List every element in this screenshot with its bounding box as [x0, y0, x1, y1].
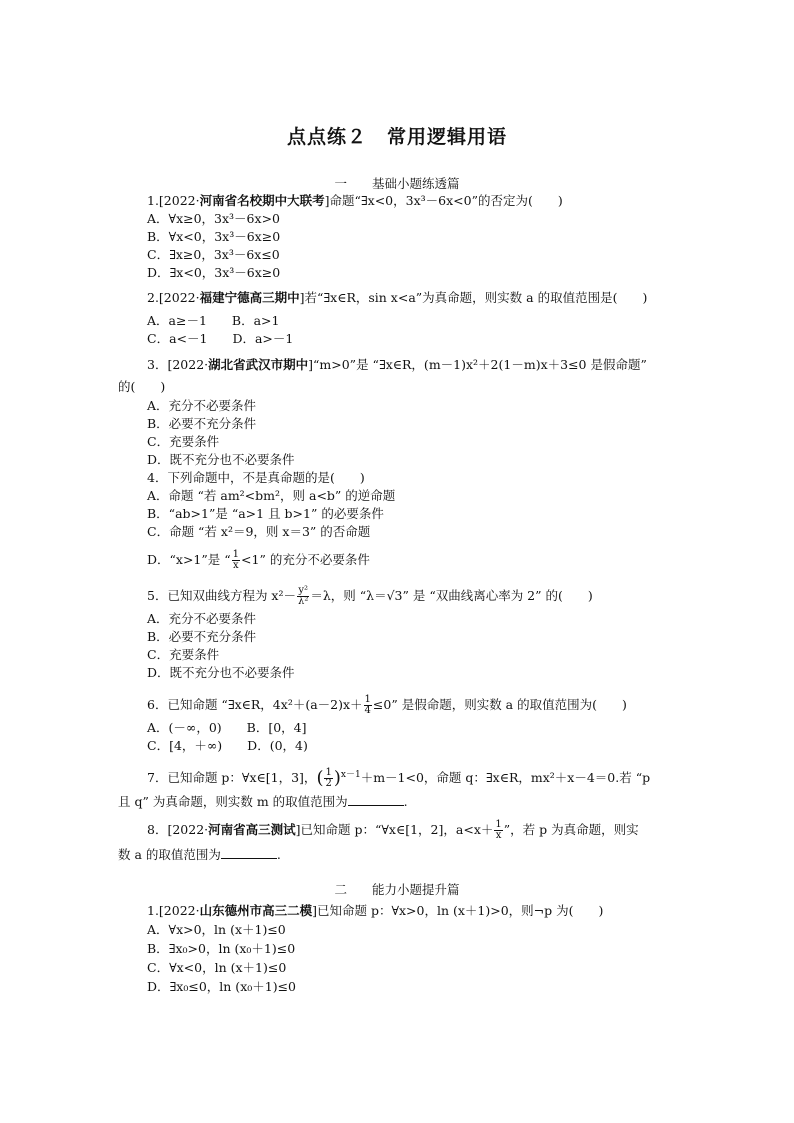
q5-option-d: D．既不充分也不必要条件 [147, 665, 295, 680]
q5-option-b: B．必要不充分条件 [147, 629, 257, 644]
question-3: 3．[2022·湖北省武汉市期中]“m>0”是 “∃x∈R，(m－1)x²＋2(1－m)x＋3≤0 是假命题” [147, 357, 647, 372]
q1-option-b: B．∀x<0，3x³－6x≥0 [147, 229, 281, 244]
question-2-source: 福建宁德高三期中 [199, 290, 300, 305]
question-2: 2.[2022·福建宁德高三期中]若“∃x∈R，sin x<a”为真命题，则实数 a 的取值范围是( ) [147, 290, 648, 305]
q1-option-c: C．∃x≥0，3x³－6x≤0 [147, 247, 280, 262]
q3-option-d: D．既不充分也不必要条件 [147, 452, 295, 467]
q3-option-c: C．充要条件 [147, 434, 220, 449]
s2q1-option-a: A．∀x>0，ln (x＋1)≤0 [147, 922, 286, 937]
question-8-source: 河南省高三测试 [208, 822, 296, 837]
q2-options-row-2: C．a<－1 D．a>－1 [147, 331, 294, 346]
q3-option-a: A．充分不必要条件 [147, 398, 257, 413]
question-7: 7．已知命题 p：∀x∈[1，3]，( $\frac{1}{2}$ )$^{x-1}$＋m－1<0，命题 q：∃x∈R，mx²＋x－4＝0.若 “p [147, 767, 651, 790]
q1-option-d: D．∃x<0，3x³－6x≥0 [147, 265, 281, 280]
q1-option-a: A．∀x≥0，3x³－6x>0 [147, 211, 280, 226]
question-s2-1: 1.[2022·山东德州市高三二模]已知命题 p：∀x>0，ln (x＋1)>0，则¬p 为( ) [147, 903, 604, 918]
q4-fraction: $\frac{1}{x}$ [232, 549, 240, 571]
q5-option-c: C．充要条件 [147, 647, 220, 662]
question-8-continuation: 数 a 的取值范围为 . [118, 847, 281, 862]
q2-options-row-1: A．a≥－1 B．a>1 [147, 313, 280, 328]
question-5: 5．已知双曲线方程为 x²－ $\frac{\text{y²}}{\text{λ²}}$ ＝λ，则 “λ＝√3” 是 “双曲线离心率为 2” 的( ) [147, 585, 593, 607]
s2q1-option-d: D．∃x₀≤0，ln (x₀＋1)≤0 [147, 979, 297, 994]
q5-fraction: $\frac{\text{y²}}{\text{λ²}}$ [298, 585, 309, 607]
question-1-source: 河南省名校期中大联考 [199, 193, 325, 208]
q6-fraction: $\frac{1}{4}$ [364, 694, 371, 716]
s2q1-option-b: B．∃x₀>0，ln (x₀＋1)≤0 [147, 941, 296, 956]
question-6: 6．已知命题 “∃x∈R，4x²＋(a－2)x＋ $\frac{1}{4}$ ≤0” 是假命题，则实数 a 的取值范围为( ) [147, 694, 627, 716]
question-1: 1.[2022·河南省名校期中大联考]命题“∃x<0，3x³－6x<0”的否定为( ) [147, 193, 563, 208]
question-8: 8．[2022·河南省高三测试]已知命题 p：“∀x∈[1，2]，a<x＋ $\frac{1}{x}$ ”，若 p 为真命题，则实 [147, 819, 639, 841]
s2q1-option-c: C．∀x<0，ln (x＋1)≤0 [147, 960, 287, 975]
question-3-continuation: 的( ) [118, 379, 166, 394]
page-title: 点点练２ 常用逻辑用语 [286, 126, 507, 148]
q6-options-row-1: A．(－∞，0) B．[0，4] [147, 720, 307, 735]
q5-option-a: A．充分不必要条件 [147, 611, 257, 626]
q4-option-d: D．“x>1”是 “ $\frac{1}{x}$ <1” 的充分不必要条件 [147, 549, 370, 571]
q4-option-c: C．命题 “若 x²＝9，则 x＝3” 的否命题 [147, 524, 371, 539]
section-heading-basic: 一 基础小题练透篇 [334, 176, 460, 191]
q7-answer-blank [348, 793, 404, 806]
q8-answer-blank [221, 846, 277, 859]
q6-options-row-2: C．[4，＋∞) D．(0，4) [147, 738, 308, 753]
section-heading-advanced: 二 能力小题提升篇 [334, 882, 460, 897]
question-3-source: 湖北省武汉市期中 [208, 357, 309, 372]
question-s2-1-source: 山东德州市高三二模 [199, 903, 313, 918]
q4-option-a: A．命题 “若 am²<bm²，则 a<b” 的逆命题 [147, 488, 396, 503]
q8-fraction: $\frac{1}{x}$ [495, 819, 502, 841]
question-7-continuation: 且 q” 为真命题，则实数 m 的取值范围为 . [118, 794, 408, 809]
question-4: 4．下列命题中，不是真命题的是( ) [147, 470, 365, 485]
q7-fraction: $\frac{1}{2}$ [325, 767, 332, 790]
q4-option-b: B．“ab>1”是 “a>1 且 b>1” 的必要条件 [147, 506, 384, 521]
q3-option-b: B．必要不充分条件 [147, 416, 257, 431]
